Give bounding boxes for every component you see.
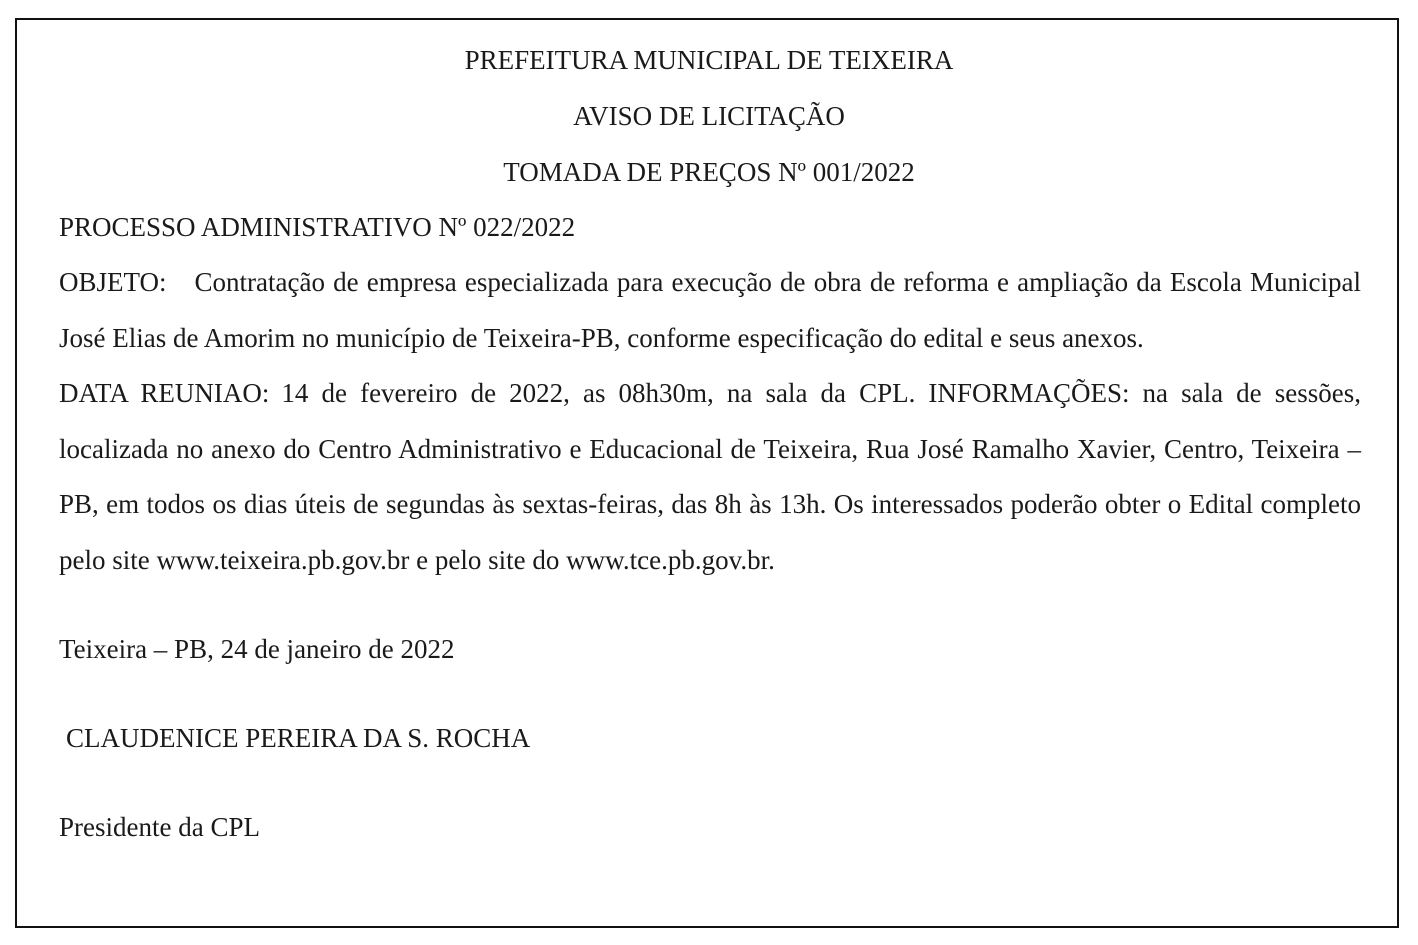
object-paragraph [59, 255, 1361, 366]
meeting-paragraph [59, 366, 1361, 588]
modality-title: TOMADA DE PREÇOS Nº 001/2022 [503, 157, 915, 187]
place-date: Teixeira – PB, 24 de janeiro de 2022 [59, 634, 455, 664]
institution-title: PREFEITURA MUNICIPAL DE TEIXEIRA [464, 45, 954, 75]
process-number: PROCESSO ADMINISTRATIVO Nº 022/2022 [59, 212, 576, 242]
signer-name: CLAUDENICE PEREIRA DA S. ROCHA [66, 723, 531, 753]
object-label: OBJETO: [59, 267, 167, 297]
meeting-label: DATA REUNIAO: [59, 378, 270, 408]
object-text: Contratação de empresa especializada para execução de obra de reforma e ampliação da Escola Municipal José Elias de Amorim no município de Teixeira-PB, conforme especificação do edital e seus anexos. [59, 267, 1361, 353]
meeting-text: 14 de fevereiro de 2022, as 08h30m, na sala da CPL. INFORMAÇÕES: na sala de sessões, localizada no anexo do Centro Administrativo e Educacional de Teixeira, Rua José Ramalho Xavier, Centro, Teixeira – PB, em todos os dias úteis de segundas às sextas-feiras, das 8h às 13h. Os interessados poderão obter o Edital completo pelo site www.teixeira.pb.gov.br e pelo site do www.tce.pb.gov.br. [59, 378, 1361, 575]
signer-role: Presidente da CPL [59, 812, 260, 842]
notice-title: AVISO DE LICITAÇÃO [573, 101, 845, 131]
